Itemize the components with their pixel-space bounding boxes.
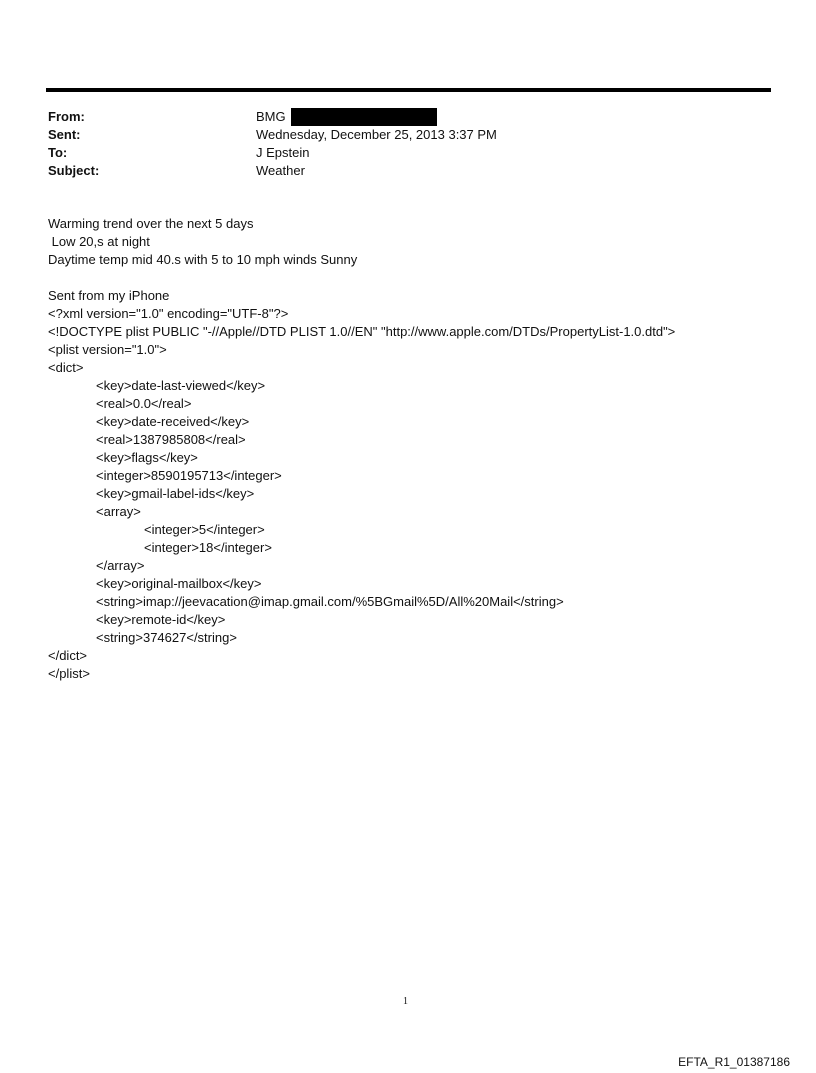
subject-label: Subject: — [48, 163, 100, 178]
body-line: <integer>18</integer> — [144, 540, 272, 555]
body-line: <?xml version="1.0" encoding="UTF-8"?> — [48, 306, 289, 321]
from-value-wrapper — [256, 108, 437, 126]
body-line: </plist> — [48, 666, 90, 681]
body-line: </dict> — [48, 648, 88, 663]
to-value: J Epstein — [256, 145, 310, 160]
body-line: <real>1387985808</real> — [96, 432, 246, 447]
body-line: Daytime temp mid 40.s with 5 to 10 mph winds Sunny — [48, 252, 358, 267]
body-line: <integer>8590195713</integer> — [96, 468, 282, 483]
body-line — [48, 269, 788, 287]
body-line: <integer>5</integer> — [144, 522, 265, 537]
from-label: From: — [48, 109, 85, 124]
body-line: <dict> — [48, 360, 84, 375]
body-line: Sent from my iPhone — [48, 288, 170, 303]
body-line: Warming trend over the next 5 days — [48, 216, 254, 231]
page-number: 1 — [403, 996, 408, 1007]
email-body — [48, 215, 788, 683]
body-line: <key>gmail-label-ids</key> — [96, 486, 255, 501]
body-line: <array> — [96, 504, 141, 519]
body-line: <key>remote-id</key> — [96, 612, 226, 627]
body-line: <string>imap://jeevacation@imap.gmail.com/%5BGmail%5D/All%20Mail</string> — [96, 594, 564, 609]
sent-label: Sent: — [48, 127, 81, 142]
body-line: </array> — [96, 558, 145, 573]
body-line: <key>date-last-viewed</key> — [96, 378, 266, 393]
document-id: EFTA_R1_01387186 — [678, 1055, 790, 1069]
body-line: <string>374627</string> — [96, 630, 237, 645]
body-line: <key>date-received</key> — [96, 414, 250, 429]
body-line: <plist version="1.0"> — [48, 342, 167, 357]
sent-value: Wednesday, December 25, 2013 3:37 PM — [256, 127, 497, 142]
subject-value: Weather — [256, 163, 305, 178]
body-line: <real>0.0</real> — [96, 396, 192, 411]
to-label: To: — [48, 145, 68, 160]
body-line: <key>original-mailbox</key> — [96, 576, 262, 591]
body-line: <key>flags</key> — [96, 450, 198, 465]
body-line: <!DOCTYPE plist PUBLIC "-//Apple//DTD PLIST 1.0//EN" "http://www.apple.com/DTDs/PropertyList-1.0.dtd"> — [48, 324, 676, 339]
from-value: BMG — [256, 109, 286, 124]
header-divider-rule — [46, 88, 771, 92]
redaction-bar — [291, 108, 437, 126]
body-line: Low 20,s at night — [48, 234, 150, 249]
